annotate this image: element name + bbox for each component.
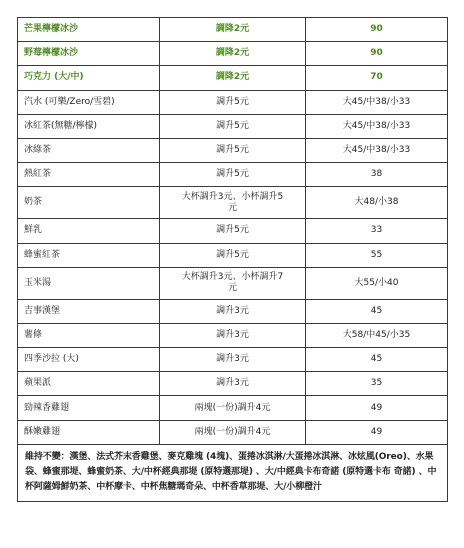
item-name: 勁辣香雞翅 — [18, 396, 160, 420]
new-price: 大58/中45/小35 — [306, 323, 448, 347]
item-name: 冰綠茶 — [18, 138, 160, 162]
table-row — [18, 66, 448, 90]
table-row — [18, 187, 448, 219]
price-change-line: 大杯調升3元、小杯調升7 — [181, 272, 284, 283]
price-change-line: 元 — [227, 283, 237, 294]
new-price: 70 — [306, 66, 448, 90]
item-name: 酥嫩雞翅 — [18, 420, 160, 444]
price-change: 兩塊(一份)調升4元 — [160, 420, 306, 444]
price-change: 調升5元 — [160, 163, 306, 187]
item-name: 冰紅茶(無糖/檸檬) — [18, 114, 160, 138]
item-name: 汽水 (可樂/Zero/雪碧) — [18, 90, 160, 114]
table-row — [18, 243, 448, 267]
table-row — [18, 396, 448, 420]
price-change: 調升3元 — [160, 372, 306, 396]
price-change — [160, 267, 306, 299]
item-name: 蘋果派 — [18, 372, 160, 396]
new-price: 33 — [306, 219, 448, 243]
price-change: 調升5元 — [160, 138, 306, 162]
new-price: 大48/小38 — [306, 187, 448, 219]
table-row — [18, 42, 448, 66]
item-name: 鮮乳 — [18, 219, 160, 243]
price-change: 調降2元 — [160, 18, 306, 42]
new-price: 45 — [306, 348, 448, 372]
unchanged-items-note: 維持不變：漢堡、法式芥末香雞堡、麥克雞塊 (4塊)、蛋捲冰淇淋/大蛋捲冰淇淋、冰炫風(Oreo)、水果袋、蜂蜜那堤、蜂蜜奶茶、大/中杯經典那堤 (原特選那堤) 、大/中經典卡布奇諾 (原特選卡布 奇諾) 、中杯阿薩姆鮮奶茶、中杯摩卡、中杯焦糖瑪奇朵、中杯香草那堤、大/小柳橙汁 — [18, 444, 448, 501]
price-change-line: 大杯調升3元、小杯調升5 — [181, 191, 284, 202]
table-row — [18, 267, 448, 299]
new-price: 90 — [306, 18, 448, 42]
price-change: 調升5元 — [160, 90, 306, 114]
table-row — [18, 420, 448, 444]
price-change: 調升5元 — [160, 114, 306, 138]
table-row — [18, 348, 448, 372]
item-name: 野莓檸檬冰沙 — [18, 42, 160, 66]
price-change: 兩塊(一份)調升4元 — [160, 396, 306, 420]
item-name: 薯條 — [18, 323, 160, 347]
price-change: 調升3元 — [160, 348, 306, 372]
price-change-line: 元 — [227, 202, 237, 213]
price-change: 調升3元 — [160, 323, 306, 347]
table-row — [18, 18, 448, 42]
price-change — [160, 187, 306, 219]
new-price: 大45/中38/小33 — [306, 114, 448, 138]
item-name: 吉事漢堡 — [18, 299, 160, 323]
item-name: 芒果檸檬冰沙 — [18, 18, 160, 42]
price-adjustment-table — [17, 17, 448, 502]
new-price: 49 — [306, 420, 448, 444]
table-row — [18, 372, 448, 396]
table-row — [18, 138, 448, 162]
table-row — [18, 323, 448, 347]
new-price: 38 — [306, 163, 448, 187]
price-change: 調升5元 — [160, 219, 306, 243]
new-price: 大55/小40 — [306, 267, 448, 299]
item-name: 奶茶 — [18, 187, 160, 219]
item-name: 熱紅茶 — [18, 163, 160, 187]
new-price: 35 — [306, 372, 448, 396]
price-change: 調升5元 — [160, 243, 306, 267]
new-price: 90 — [306, 42, 448, 66]
new-price: 大45/中38/小33 — [306, 138, 448, 162]
price-change: 調升3元 — [160, 299, 306, 323]
price-change: 調降2元 — [160, 66, 306, 90]
new-price: 大45/中38/小33 — [306, 90, 448, 114]
new-price: 49 — [306, 396, 448, 420]
price-change: 調降2元 — [160, 42, 306, 66]
table-row — [18, 219, 448, 243]
item-name: 巧克力 (大/中) — [18, 66, 160, 90]
new-price: 55 — [306, 243, 448, 267]
table-row — [18, 163, 448, 187]
item-name: 四季沙拉 (大) — [18, 348, 160, 372]
item-name: 玉米湯 — [18, 267, 160, 299]
table-row — [18, 90, 448, 114]
item-name: 蜂蜜紅茶 — [18, 243, 160, 267]
new-price: 45 — [306, 299, 448, 323]
table-row — [18, 299, 448, 323]
table-row — [18, 114, 448, 138]
note-row — [18, 444, 448, 501]
